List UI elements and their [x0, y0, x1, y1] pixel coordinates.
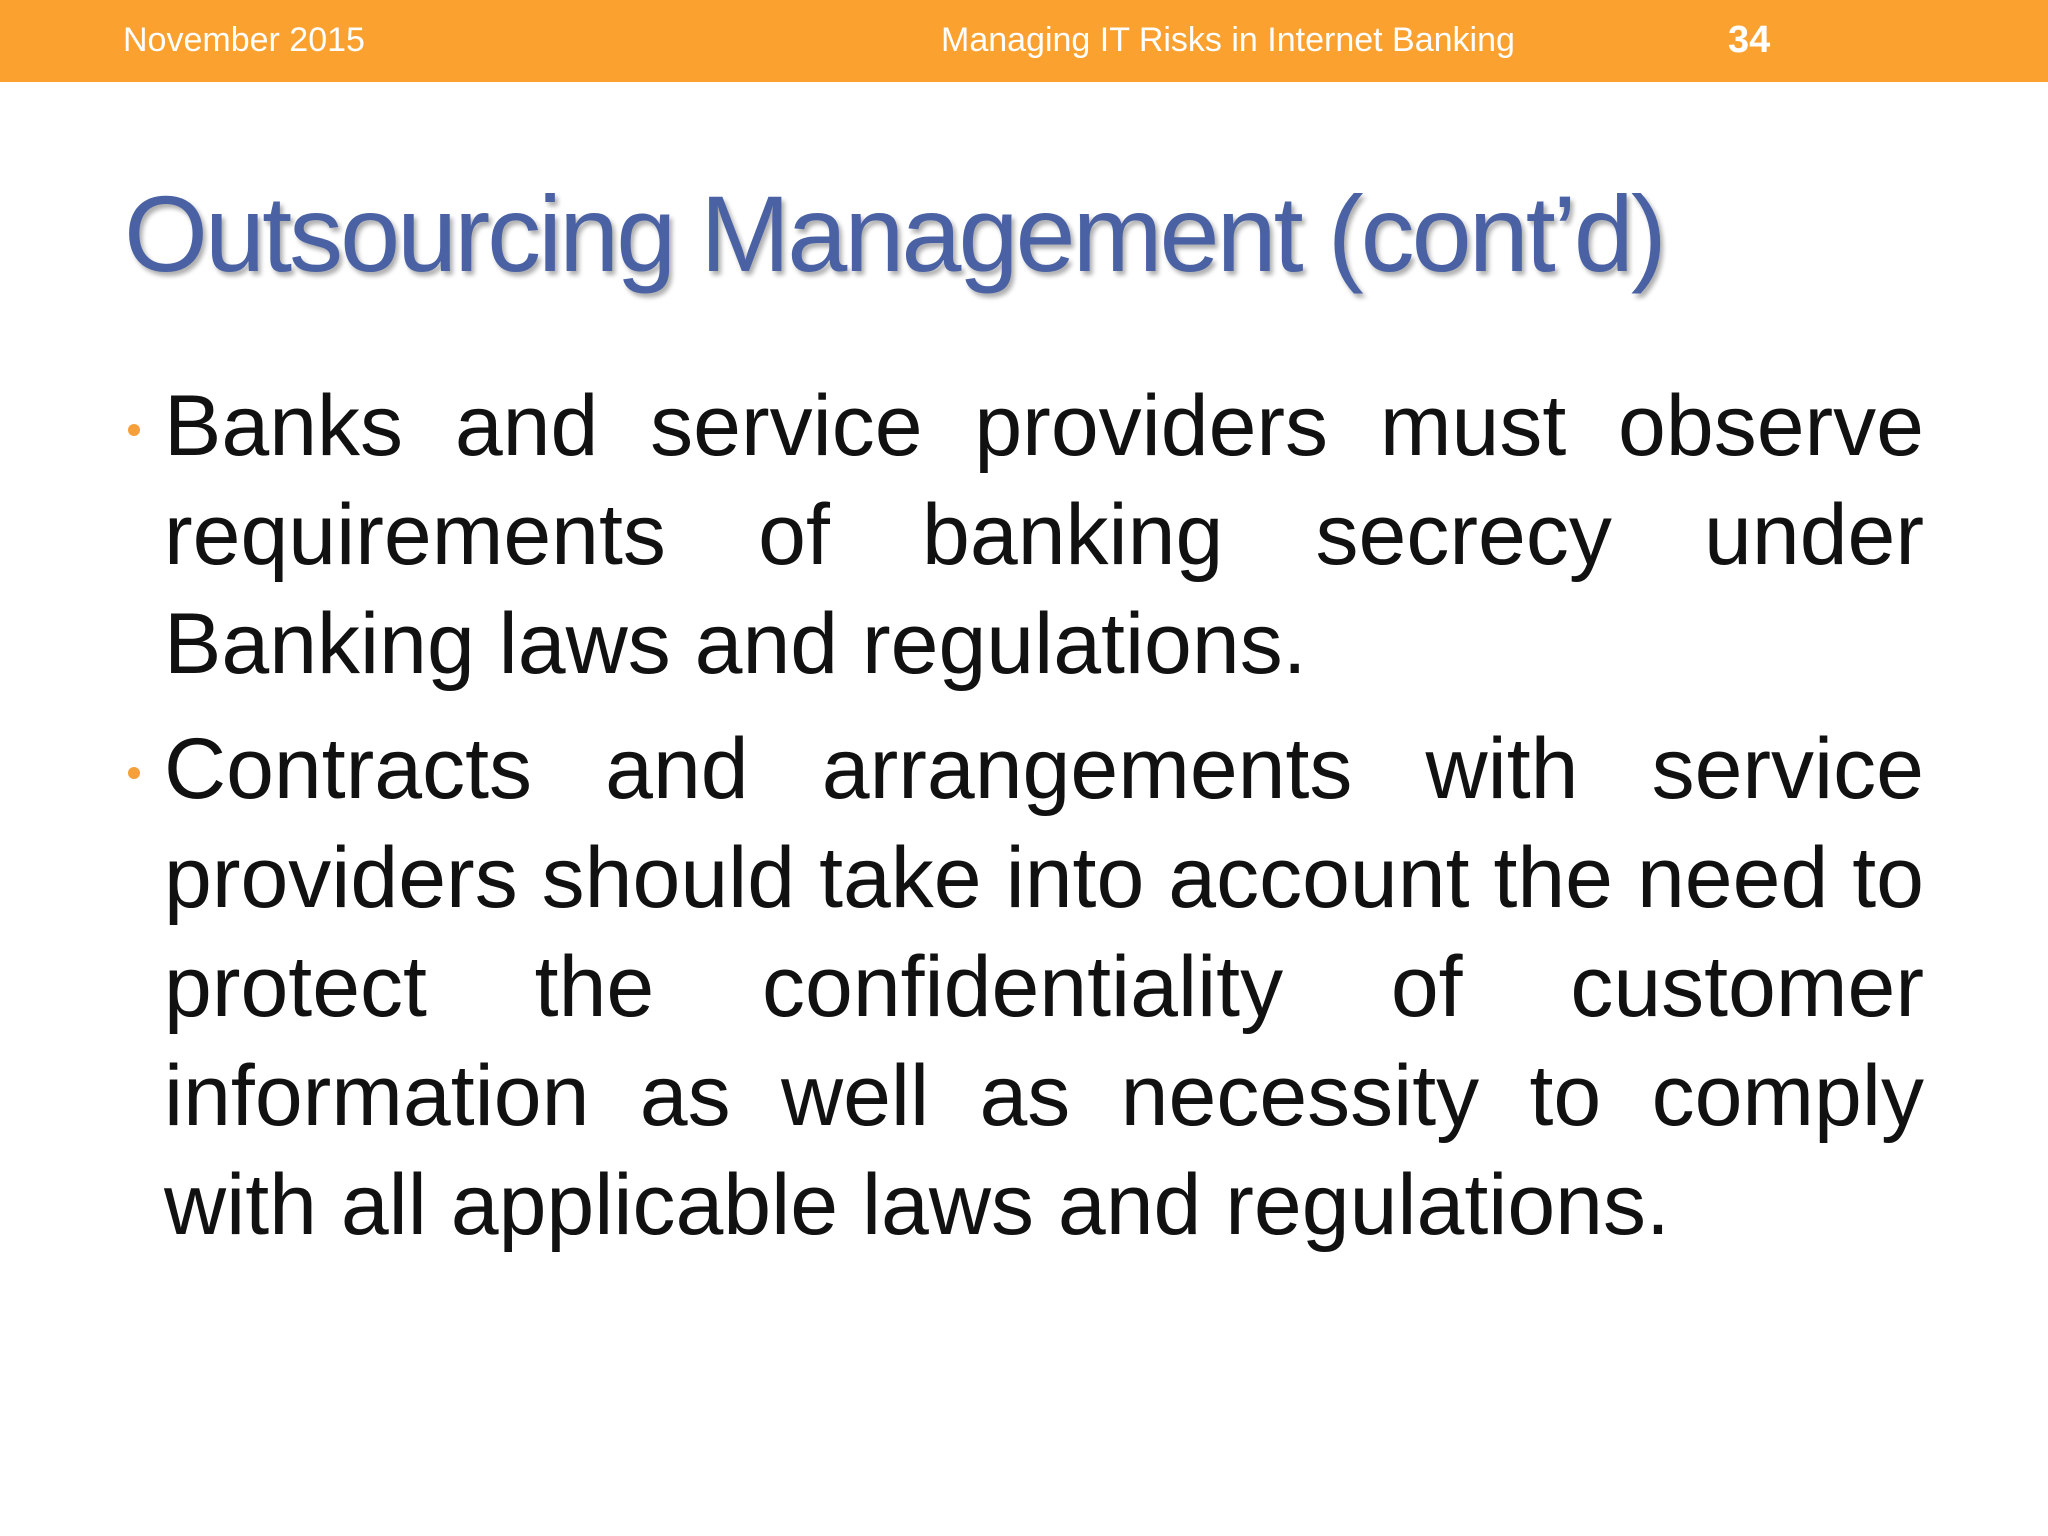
bullet-text: Banks and service providers must observe requirements of banking secrecy under Banking laws and regulations. [164, 378, 1924, 692]
bullet-text: Contracts and arrangements with service providers should take into account the need to protect the confidentiality of customer information as well as necessity to comply with all applicable laws and regulations. [164, 721, 1924, 1253]
page-number: 34 [1728, 19, 1771, 61]
header-date: November 2015 [123, 21, 365, 59]
bullet-item [164, 715, 1924, 1260]
header-bar [0, 0, 2048, 82]
bullet-icon [128, 424, 140, 436]
slide-title: Outsourcing Management (cont’d) [124, 173, 1664, 294]
bullet-icon [128, 767, 140, 779]
header-title: Managing IT Risks in Internet Banking [941, 21, 1515, 59]
bullet-list [164, 372, 1924, 1276]
bullet-item [164, 372, 1924, 699]
